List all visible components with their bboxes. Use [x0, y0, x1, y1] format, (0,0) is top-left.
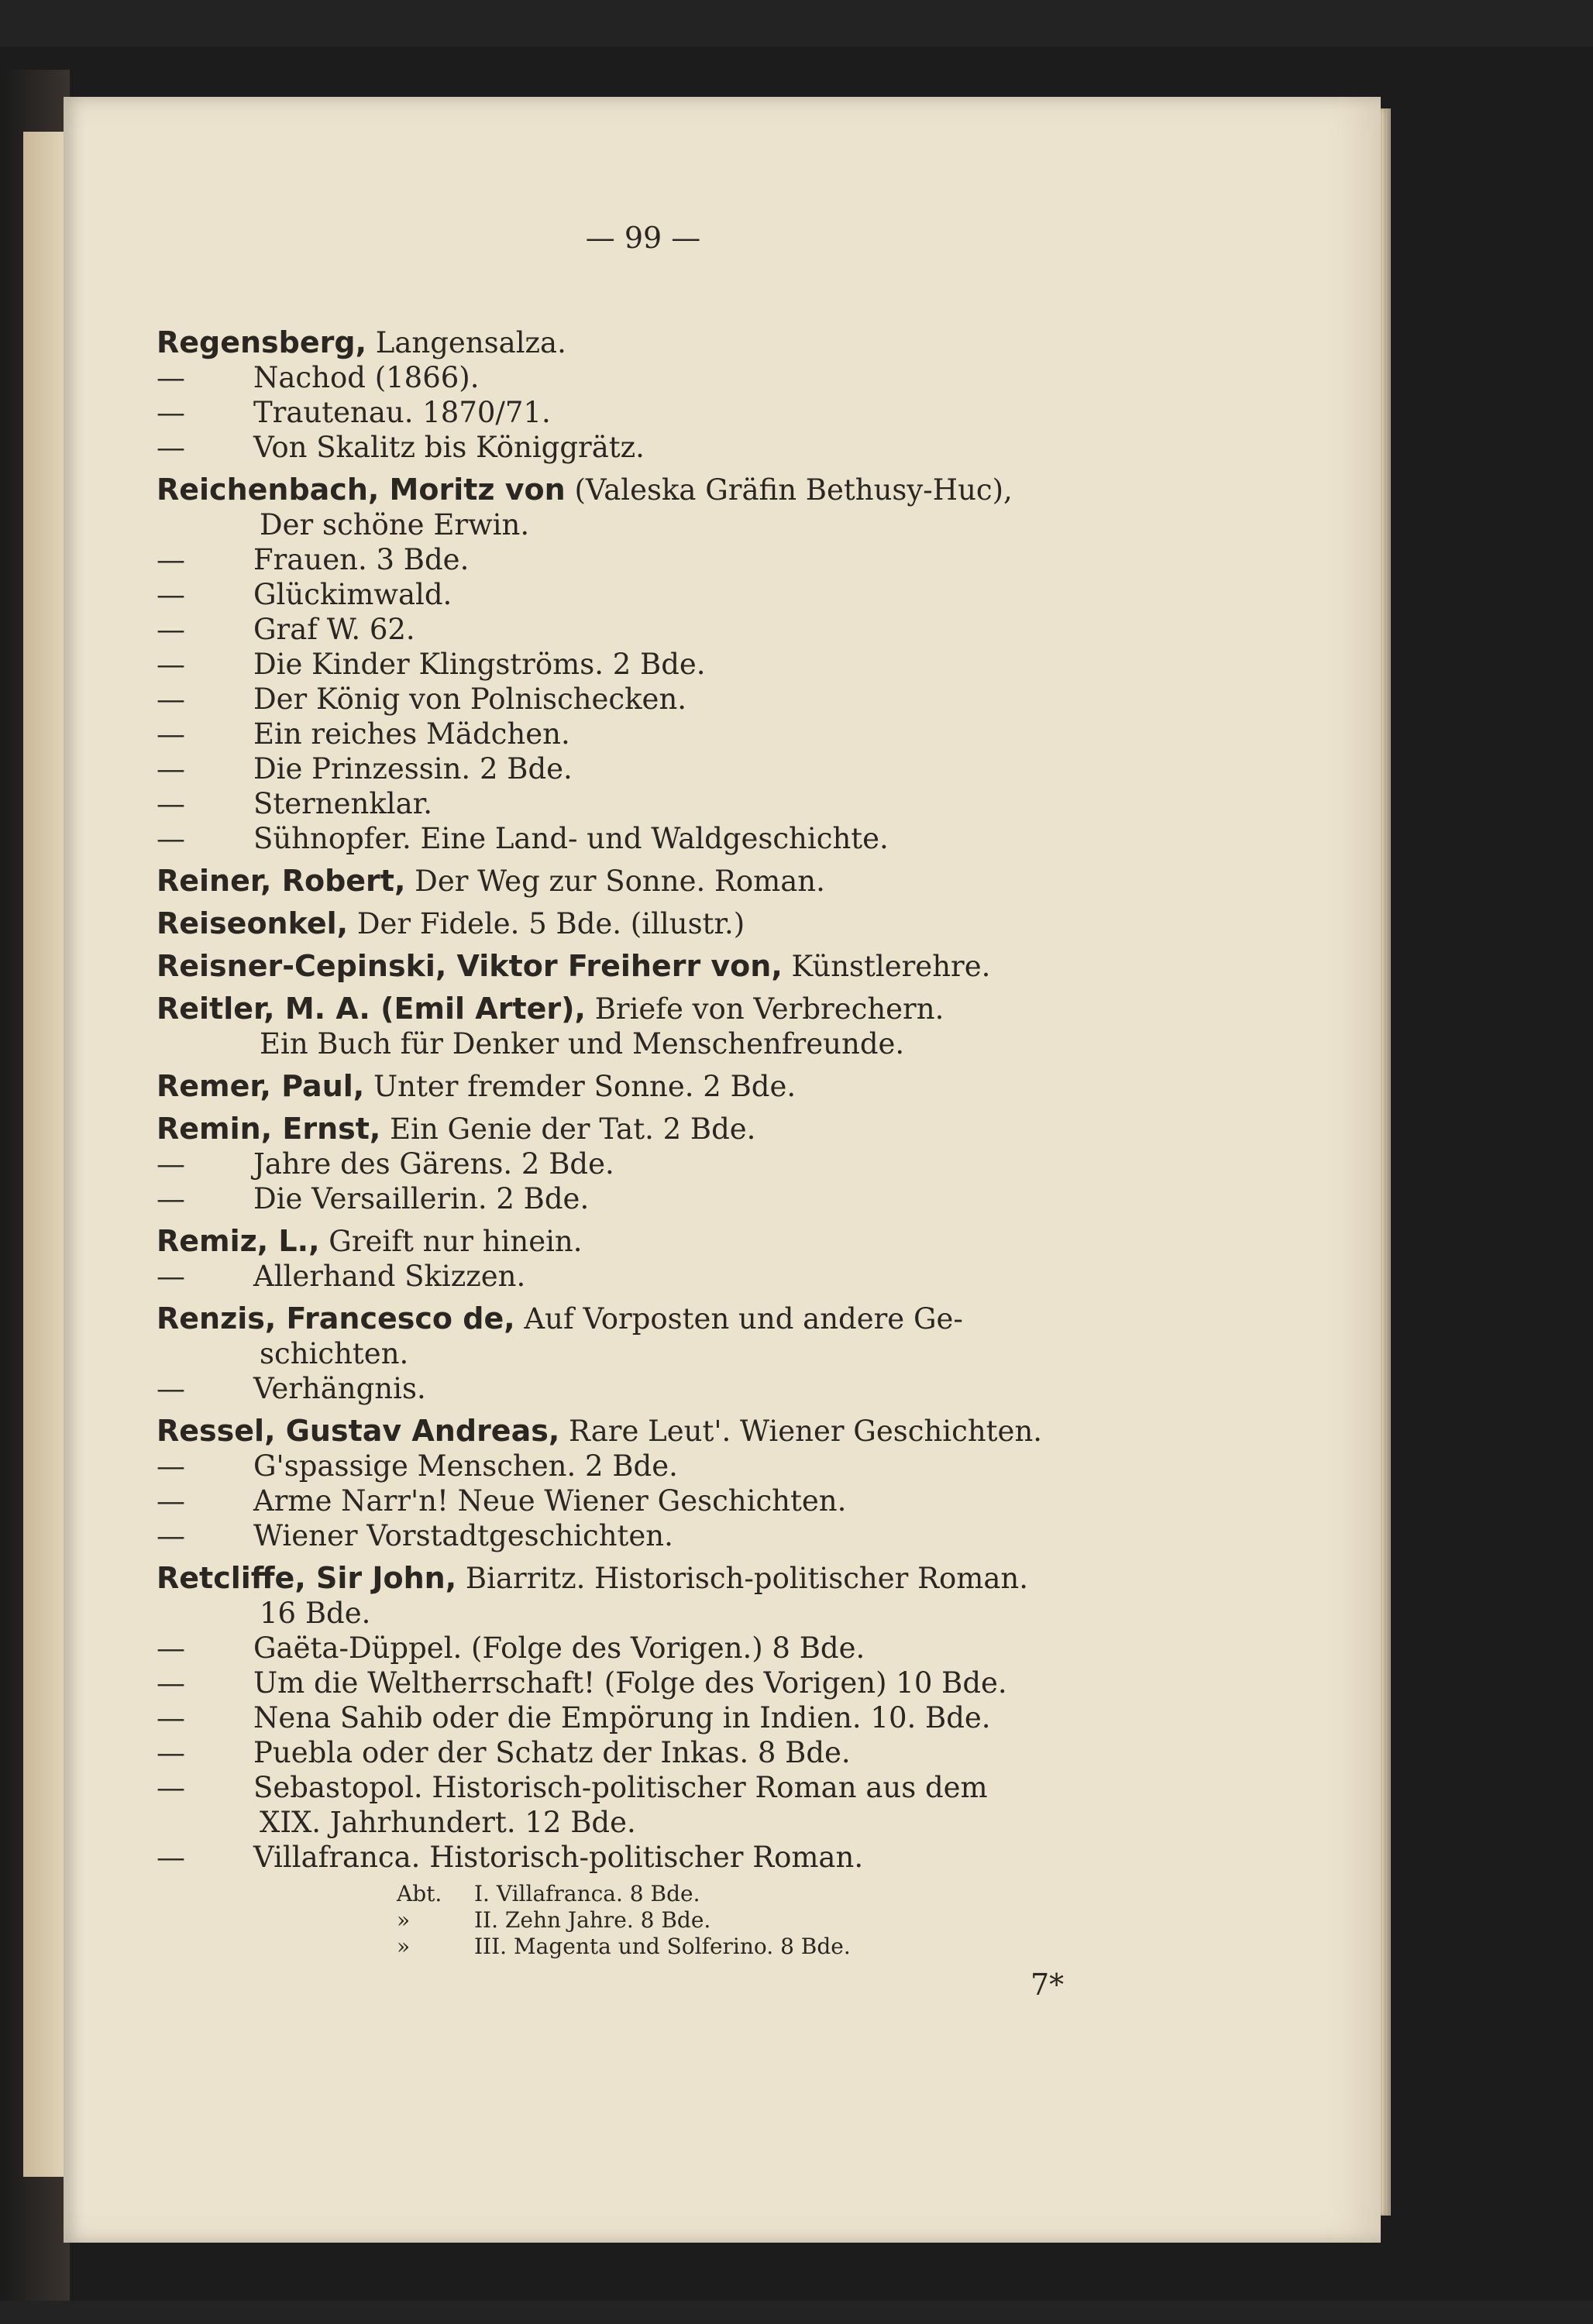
- entry-author: Regensberg,: [157, 325, 367, 359]
- sub-entry: [157, 542, 1179, 577]
- sub-entry-title: Glückimwald.: [253, 578, 452, 611]
- entry-author: Reitler, M. A. (Emil Arter),: [157, 992, 586, 1026]
- ditto-dash: —: [157, 1841, 185, 1874]
- entry-title: (Valeska Gräfin Bethusy-Huc),: [565, 473, 1013, 507]
- ditto-dash: —: [157, 1701, 185, 1734]
- entry-heading: [157, 906, 1179, 941]
- sub-entry: [157, 1770, 1179, 1805]
- entry-gap: [157, 984, 1179, 992]
- sub-entry-title: Sternenklar.: [253, 787, 433, 820]
- ditto-dash: —: [157, 578, 185, 611]
- entry-heading: [157, 325, 1179, 360]
- entry-title: Auf Vorposten und andere Ge-: [514, 1302, 963, 1336]
- bibliography-list: [157, 325, 1179, 1960]
- sub-entry: [157, 1259, 1179, 1294]
- sub-entry-title: Um die Weltherrschaft! (Folge des Vorigen) 10 Bde.: [253, 1666, 1007, 1700]
- entry-heading: [157, 1069, 1179, 1104]
- entry-heading: [157, 949, 1179, 984]
- volume-text: I. Villafranca. 8 Bde.: [474, 1881, 700, 1906]
- sub-entry-title: Ein reiches Mädchen.: [253, 717, 570, 751]
- entry-author: Reiner, Robert,: [157, 864, 406, 898]
- volume-label: »: [397, 1934, 411, 1959]
- entry-title: Rare Leut'. Wiener Geschichten.: [559, 1415, 1043, 1448]
- sub-entry-title: Verhängnis.: [253, 1372, 426, 1405]
- volume-row: [397, 1881, 1179, 1907]
- entry-author: Reiseonkel,: [157, 906, 349, 940]
- sub-entry-title: Puebla oder der Schatz der Inkas. 8 Bde.: [253, 1736, 851, 1769]
- sub-entry-title: Frauen. 3 Bde.: [253, 543, 470, 576]
- entry-author: Remiz, L.,: [157, 1224, 320, 1258]
- sub-entry-title: Villafranca. Historisch-politischer Roman.: [253, 1841, 864, 1874]
- entry-author: Reisner-Cepinski, Viktor Freiherr von,: [157, 949, 783, 983]
- entry-heading: [157, 1301, 1179, 1336]
- ditto-dash: —: [157, 1736, 185, 1769]
- entry-title: Briefe von Verbrechern.: [585, 992, 944, 1026]
- entry-gap: [157, 1553, 1179, 1561]
- ditto-dash: —: [157, 613, 185, 646]
- sub-entry: [157, 1371, 1179, 1406]
- entry-gap: [157, 1216, 1179, 1224]
- ditto-dash: —: [157, 1449, 185, 1483]
- entry-gap: [157, 465, 1179, 473]
- sub-entry-title: Gaëta-Düppel. (Folge des Vorigen.) 8 Bde.: [253, 1631, 865, 1665]
- sub-entry: [157, 1631, 1179, 1666]
- sub-entry-title: Der König von Polnischecken.: [253, 682, 687, 716]
- sub-entry: [157, 1666, 1179, 1700]
- entry-continuation: schichten.: [260, 1337, 409, 1370]
- volume-text: III. Magenta und Solferino. 8 Bde.: [474, 1934, 851, 1959]
- entry-author: Remin, Ernst,: [157, 1112, 381, 1146]
- ditto-dash: —: [157, 717, 185, 751]
- sub-entry-title: Jahre des Gärens. 2 Bde.: [253, 1147, 614, 1181]
- entry-heading: [157, 1224, 1179, 1259]
- entry-heading: [157, 864, 1179, 899]
- entry-title: Künstlerehre.: [782, 950, 991, 983]
- sub-entry: [157, 751, 1179, 786]
- sub-entry: [157, 786, 1179, 821]
- ditto-dash: —: [157, 543, 185, 576]
- sub-entry: [157, 682, 1179, 717]
- sub-entry: [157, 360, 1179, 395]
- sub-entry-title: Die Kinder Klingströms. 2 Bde.: [253, 648, 706, 681]
- entry-author: Retcliffe, Sir John,: [157, 1561, 457, 1595]
- entry-heading: [157, 1561, 1179, 1596]
- sub-entry-title: G'spassige Menschen. 2 Bde.: [253, 1449, 678, 1483]
- volume-label: »: [397, 1907, 411, 1933]
- ditto-dash: —: [157, 1771, 185, 1804]
- entry-gap: [157, 899, 1179, 906]
- entry-title: Unter fremder Sonne. 2 Bde.: [364, 1070, 796, 1103]
- sub-entry-title: Nachod (1866).: [253, 361, 480, 394]
- entry-author: Ressel, Gustav Andreas,: [157, 1414, 560, 1448]
- volume-row: [397, 1907, 1179, 1934]
- entry-gap: [157, 856, 1179, 864]
- entry-gap: [157, 1061, 1179, 1069]
- sub-entry-title: Wiener Vorstadtgeschichten.: [253, 1519, 673, 1552]
- ditto-dash: —: [157, 1519, 185, 1552]
- ditto-dash: —: [157, 1666, 185, 1700]
- sub-entry: [157, 647, 1179, 682]
- sub-entry: [157, 1449, 1179, 1483]
- sub-entry: [157, 430, 1179, 465]
- ditto-dash: —: [157, 1484, 185, 1518]
- ditto-dash: —: [157, 1147, 185, 1181]
- sub-entry-title: Allerhand Skizzen.: [253, 1260, 526, 1293]
- ditto-dash: —: [157, 361, 185, 394]
- page-number: — 99 —: [585, 221, 701, 255]
- volume-text: II. Zehn Jahre. 8 Bde.: [474, 1907, 711, 1933]
- entry-title: Langensalza.: [366, 326, 566, 359]
- entry-gap: [157, 1294, 1179, 1301]
- sub-entry-title: Sühnopfer. Eine Land- und Waldgeschichte.: [253, 822, 889, 855]
- sub-entry-title: Die Versaillerin. 2 Bde.: [253, 1182, 590, 1215]
- sub-entry-title: Nena Sahib oder die Empörung in Indien. 10. Bde.: [253, 1701, 991, 1734]
- entry-title: Biarritz. Historisch-politischer Roman.: [456, 1562, 1028, 1595]
- entry-gap: [157, 941, 1179, 949]
- sub-entry-title: Graf W. 62.: [253, 613, 415, 646]
- sub-entry: [157, 1840, 1179, 1875]
- sub-entry: [157, 1700, 1179, 1735]
- sub-entry-title: Trautenau. 1870/71.: [253, 396, 551, 429]
- sub-entry: [157, 612, 1179, 647]
- ditto-dash: —: [157, 396, 185, 429]
- ditto-dash: —: [157, 787, 185, 820]
- ditto-dash: —: [157, 822, 185, 855]
- entry-heading: [157, 992, 1179, 1026]
- ditto-dash: —: [157, 648, 185, 681]
- sub-entry: [157, 1147, 1179, 1181]
- ditto-dash: —: [157, 752, 185, 786]
- entry-gap: [157, 1406, 1179, 1414]
- entry-heading: [157, 1112, 1179, 1147]
- entry-author: Remer, Paul,: [157, 1069, 365, 1103]
- sub-entry-title: Von Skalitz bis Königgrätz.: [253, 431, 645, 464]
- entry-continuation: 16 Bde.: [260, 1597, 371, 1630]
- sub-entry: [157, 395, 1179, 430]
- ditto-dash: —: [157, 1631, 185, 1665]
- sub-entry: [157, 717, 1179, 751]
- entry-title: Ein Genie der Tat. 2 Bde.: [380, 1112, 756, 1146]
- entry-gap: [157, 1104, 1179, 1112]
- sub-entry-title: Die Prinzessin. 2 Bde.: [253, 752, 573, 786]
- sub-entry: [157, 577, 1179, 612]
- sub-entry-title: Arme Narr'n! Neue Wiener Geschichten.: [253, 1484, 847, 1518]
- sub-entry-continuation: XIX. Jahrhundert. 12 Bde.: [260, 1806, 636, 1839]
- ditto-dash: —: [157, 431, 185, 464]
- volume-label: Abt.: [397, 1881, 442, 1906]
- ditto-dash: —: [157, 1260, 185, 1293]
- entry-continuation: Der schöne Erwin.: [260, 508, 530, 541]
- ditto-dash: —: [157, 1372, 185, 1405]
- volume-row: [397, 1934, 1179, 1960]
- printer-signature: 7*: [1030, 1968, 1065, 2002]
- sub-entry: [157, 821, 1179, 856]
- entry-heading: [157, 1414, 1179, 1449]
- entry-continuation: Ein Buch für Denker und Menschenfreunde.: [260, 1027, 905, 1061]
- volume-list: [157, 1881, 1179, 1960]
- entry-heading: [157, 473, 1179, 507]
- entry-author: Renzis, Francesco de,: [157, 1301, 515, 1336]
- sub-entry: [157, 1483, 1179, 1518]
- sub-entry-title: Sebastopol. Historisch-politischer Roman aus dem: [253, 1771, 988, 1804]
- sub-entry: [157, 1181, 1179, 1216]
- sub-entry: [157, 1735, 1179, 1770]
- previous-page-edge: [23, 132, 70, 2177]
- entry-title: Der Weg zur Sonne. Roman.: [405, 865, 825, 898]
- sub-entry: [157, 1518, 1179, 1553]
- entry-title: Greift nur hinein.: [319, 1225, 583, 1258]
- entry-title: Der Fidele. 5 Bde. (illustr.): [348, 907, 745, 940]
- ditto-dash: —: [157, 682, 185, 716]
- entry-author: Reichenbach, Moritz von: [157, 473, 566, 507]
- ditto-dash: —: [157, 1182, 185, 1215]
